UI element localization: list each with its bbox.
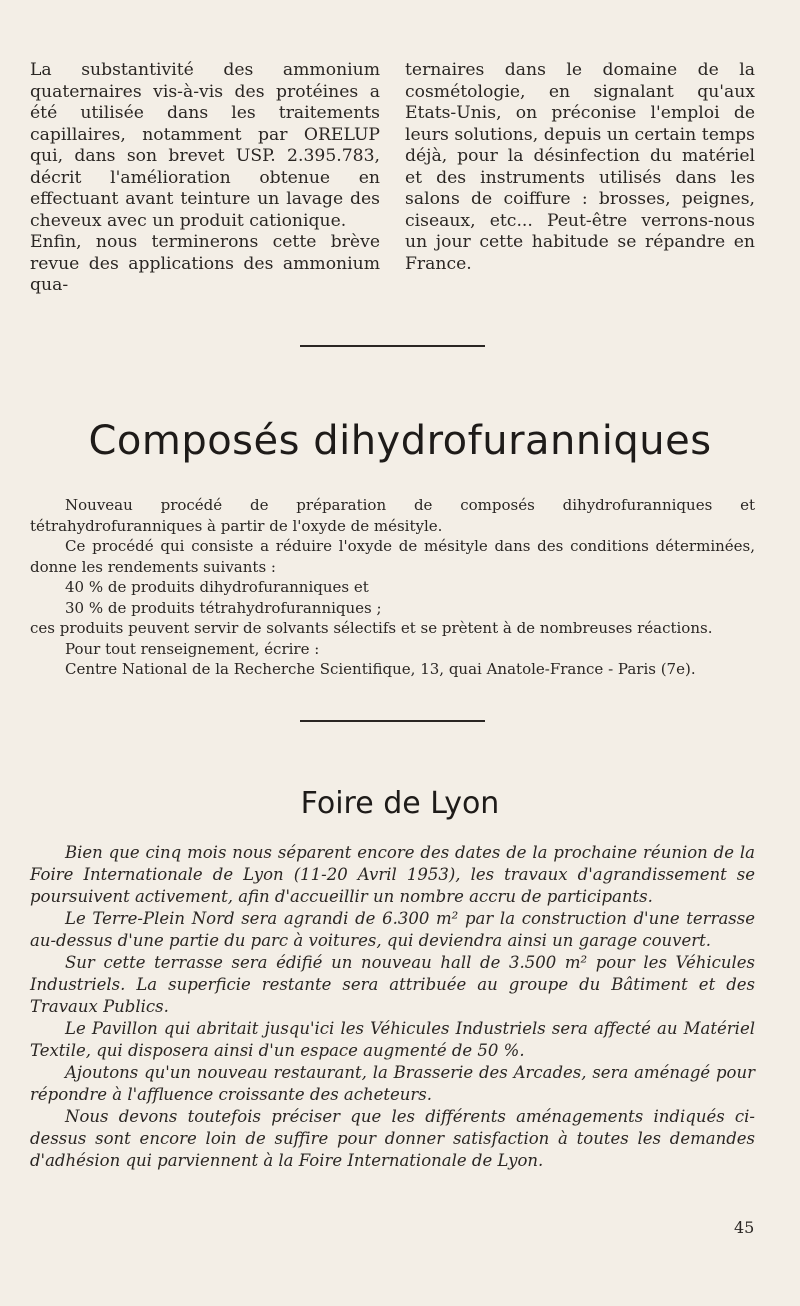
top-right-column [405, 60, 755, 275]
article-dihydrofuranniques [30, 495, 755, 680]
paragraph: Le Pavillon qui abritait jusqu'ici les Véhicules Industriels sera affecté au Matériel Textile, qui disposera ainsi d'un espace augmenté de 50 %. [30, 1019, 755, 1060]
paragraph: Enfin, nous terminerons cette brève revue des applications des ammonium qua- [30, 232, 380, 295]
paragraph: Le Terre-Plein Nord sera agrandi de 6.300 m² par la construction d'une terrasse au-dessus d'une partie du parc à voitures, qui deviendra ainsi un garage couvert. [30, 909, 755, 950]
contact-address: Centre National de la Recherche Scientifique, 13, quai Anatole-France - Paris (7e). [65, 660, 696, 678]
paragraph: 40 % de produits dihydrofuranniques et [65, 578, 369, 596]
paragraph: 30 % de produits tétrahydrofuranniques ; [65, 598, 382, 617]
section-title: Composés dihydrofuranniques [88, 418, 712, 464]
article-foire-de-lyon [30, 842, 755, 1172]
section-title: Foire de Lyon [300, 786, 500, 821]
paragraph: Bien que cinq mois nous séparent encore des dates de la prochaine réunion de la Foire Internationale de Lyon (11-20 Avril 1953), les travaux d'agrandissement se poursuivent activement, afin d'accueillir un nombre accru de participants. [30, 843, 755, 906]
section-divider [300, 345, 485, 347]
paragraph: Nouveau procédé de préparation de composés dihydrofuranniques et tétrahydrofuranniques à partir de l'oxyde de mésityle. [30, 496, 755, 535]
section-divider [300, 720, 485, 722]
paragraph: Pour tout renseignement, écrire : [65, 639, 320, 658]
paragraph: Sur cette terrasse sera édifié un nouveau hall de 3.500 m² pour les Véhicules Industriels. La superficie restante sera attribuée au groupe du Bâtiment et des Travaux Publics. [30, 953, 755, 1016]
paragraph: Ajoutons qu'un nouveau restaurant, la Brasserie des Arcades, sera aménagé pour répondre à l'affluence croissante des acheteurs. [30, 1063, 755, 1104]
paragraph: Nous devons toutefois préciser que les différents aménagements indiqués ci-dessus sont encore loin de suffire pour donner satisfaction à toutes les demandes d'adhésion qui parviennent à la Foire Internationale de Lyon. [30, 1107, 755, 1170]
paragraph: La substantivité des ammonium quaternaires vis-à-vis des protéines a été utilisée dans les traitements capillaires, notamment par ORELUP qui, dans son brevet USP. 2.395.783, décrit l'amélioration obtenue en effectuant avant teinture un lavage des cheveux avec un produit cationique. [30, 60, 380, 231]
paragraph: ternaires dans le domaine de la cosmétologie, en signalant qu'aux Etats-Unis, on préconise l'emploi de leurs solutions, depuis un certain temps déjà, pour la désinfection du matériel et des instruments utilisés dans les salons de coiffure : brosses, peignes, ciseaux, etc... Peut-être verrons-nous un jour cette habitude se répandre en France. [405, 60, 755, 274]
paragraph: Ce procédé qui consiste a réduire l'oxyde de mésityle dans des conditions déterminées, donne les rendements suivants : [30, 537, 755, 576]
paragraph: ces produits peuvent servir de solvants sélectifs et se prètent à de nombreuses réactions. [30, 619, 713, 637]
top-left-column [30, 60, 380, 297]
page-number: 45 [734, 1218, 755, 1237]
